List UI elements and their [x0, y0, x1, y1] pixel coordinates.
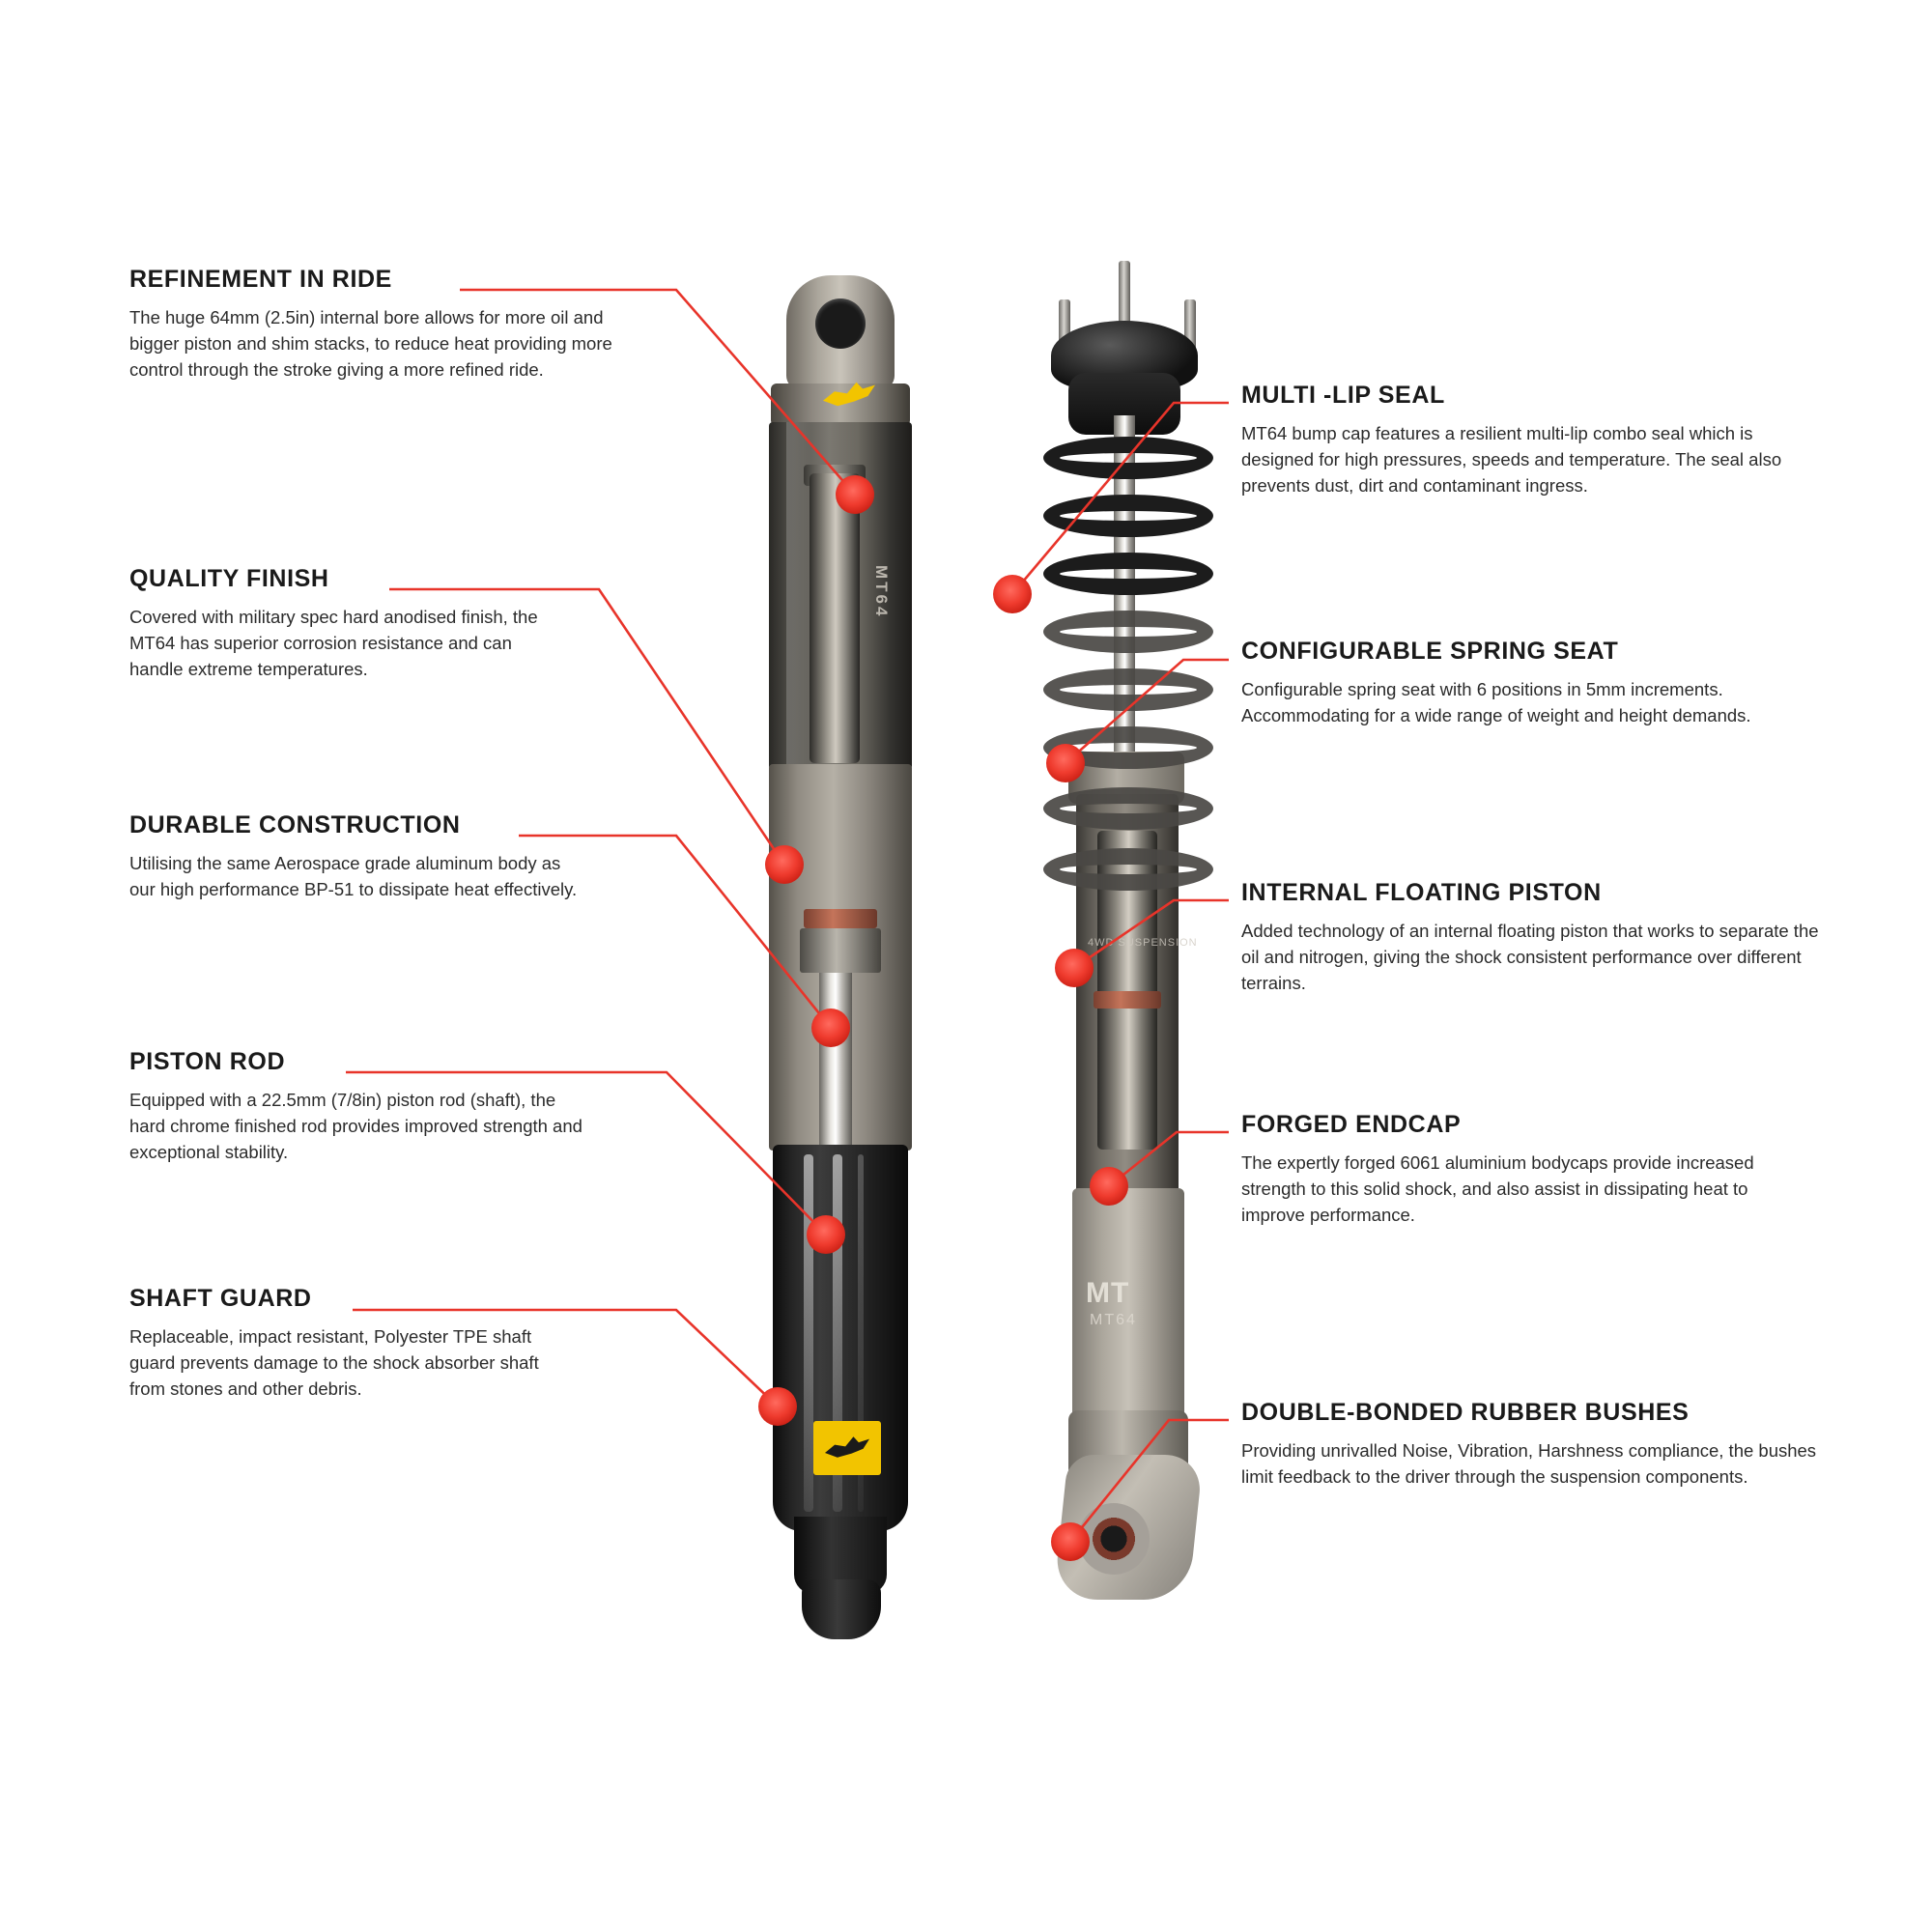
callout-body: The expertly forged 6061 aluminium bodycaps provide increased strength to this solid shock, and also assist in dissipating heat to improve performance.: [1241, 1152, 1754, 1226]
coil-spring-turn: [1043, 495, 1213, 537]
callout-body: Replaceable, impact resistant, Polyester TPE shaft guard prevents damage to the shock absorber shaft from stones and other debris.: [129, 1326, 539, 1400]
double-bonded-rubber-bush: [1078, 1503, 1150, 1575]
coil-spring-turn: [1043, 668, 1213, 711]
callout-title: MULTI -LIP SEAL: [1241, 382, 1445, 409]
product-shock-absorber: [744, 275, 937, 1628]
floating-piston-band: [1094, 991, 1161, 1009]
bottom-eyelet: [802, 1579, 881, 1639]
callout-shaft-guard: [129, 1285, 564, 1403]
callout-quality-finish: [129, 565, 559, 683]
callout-body: Added technology of an internal floating piston that works to separate the oil and nitrogen, giving the shock consistent performance over different terrains.: [1241, 921, 1819, 994]
coil-spring-turn: [1043, 726, 1213, 769]
callout-body: Utilising the same Aerospace grade aluminum body as our high performance BP-51 to dissipate heat effectively.: [129, 853, 578, 900]
callout-double-bonded-rubber-bushes: [1241, 1399, 1821, 1490]
callout-configurable-spring-seat: [1241, 638, 1802, 728]
coil-spring-turn: [1043, 437, 1213, 479]
callout-durable-construction: [129, 811, 583, 902]
piston-band: [804, 909, 877, 928]
callout-body: Configurable spring seat with 6 positions in 5mm increments. Accommodating for a wide range of weight and height demands.: [1241, 679, 1751, 726]
callout-title: FORGED ENDCAP: [1241, 1111, 1462, 1138]
guard-highlight: [804, 1154, 813, 1512]
callout-title: PISTON ROD: [129, 1048, 286, 1075]
callout-internal-floating-piston: [1241, 879, 1831, 997]
body-vertical-label: MT64: [872, 565, 891, 619]
coil-spring-turn: [1043, 553, 1213, 595]
top-eyelet: [786, 275, 895, 389]
emu-bird-icon: [825, 1433, 869, 1462]
spec-print: 4WD SUSPENSION: [1088, 937, 1198, 949]
coil-spring-turn: [1043, 848, 1213, 891]
brand-sticker: [813, 1421, 881, 1475]
piston-assembly: [800, 928, 881, 973]
callout-title: DOUBLE-BONDED RUBBER BUSHES: [1241, 1399, 1690, 1426]
mt-logo: MT: [1086, 1277, 1130, 1309]
callout-title: CONFIGURABLE SPRING SEAT: [1241, 638, 1619, 665]
internal-cartridge: [810, 473, 860, 763]
callout-refinement-in-ride: [129, 266, 656, 384]
callout-body: MT64 bump cap features a resilient multi-lip combo seal which is designed for high pressures, speeds and temperature. The seal also prevents dust, dirt and contaminant ingress.: [1241, 423, 1782, 497]
callout-body: Providing unrivalled Noise, Vibration, Harshness compliance, the bushes limit feedback to the driver through the suspension components.: [1241, 1440, 1817, 1488]
product-coilover-strut: [1005, 261, 1256, 1604]
callout-multi-lip-seal: [1241, 382, 1802, 499]
callout-body: Equipped with a 22.5mm (7/8in) piston rod (shaft), the hard chrome finished rod provides improved strength and exceptional stability.: [129, 1090, 582, 1163]
callout-body: Covered with military spec hard anodised finish, the MT64 has superior corrosion resistance and can handle extreme temperatures.: [129, 607, 538, 680]
callout-title: QUALITY FINISH: [129, 565, 329, 592]
mt-model-label: MT64: [1090, 1312, 1137, 1328]
callout-title: INTERNAL FLOATING PISTON: [1241, 879, 1602, 906]
callout-title: DURABLE CONSTRUCTION: [129, 811, 461, 838]
coil-spring-turn: [1043, 611, 1213, 653]
callout-piston-rod: [129, 1048, 583, 1166]
piston-rod: [819, 973, 852, 1166]
callout-title: SHAFT GUARD: [129, 1285, 312, 1312]
callout-body: The huge 64mm (2.5in) internal bore allows for more oil and bigger piston and shim stacks, to reduce heat providing more control through the stroke giving a more refined ride.: [129, 307, 612, 381]
callout-forged-endcap: [1241, 1111, 1802, 1229]
eyelet-hole: [815, 298, 866, 349]
coil-spring-turn: [1043, 787, 1213, 830]
callout-title: REFINEMENT IN RIDE: [129, 266, 392, 293]
